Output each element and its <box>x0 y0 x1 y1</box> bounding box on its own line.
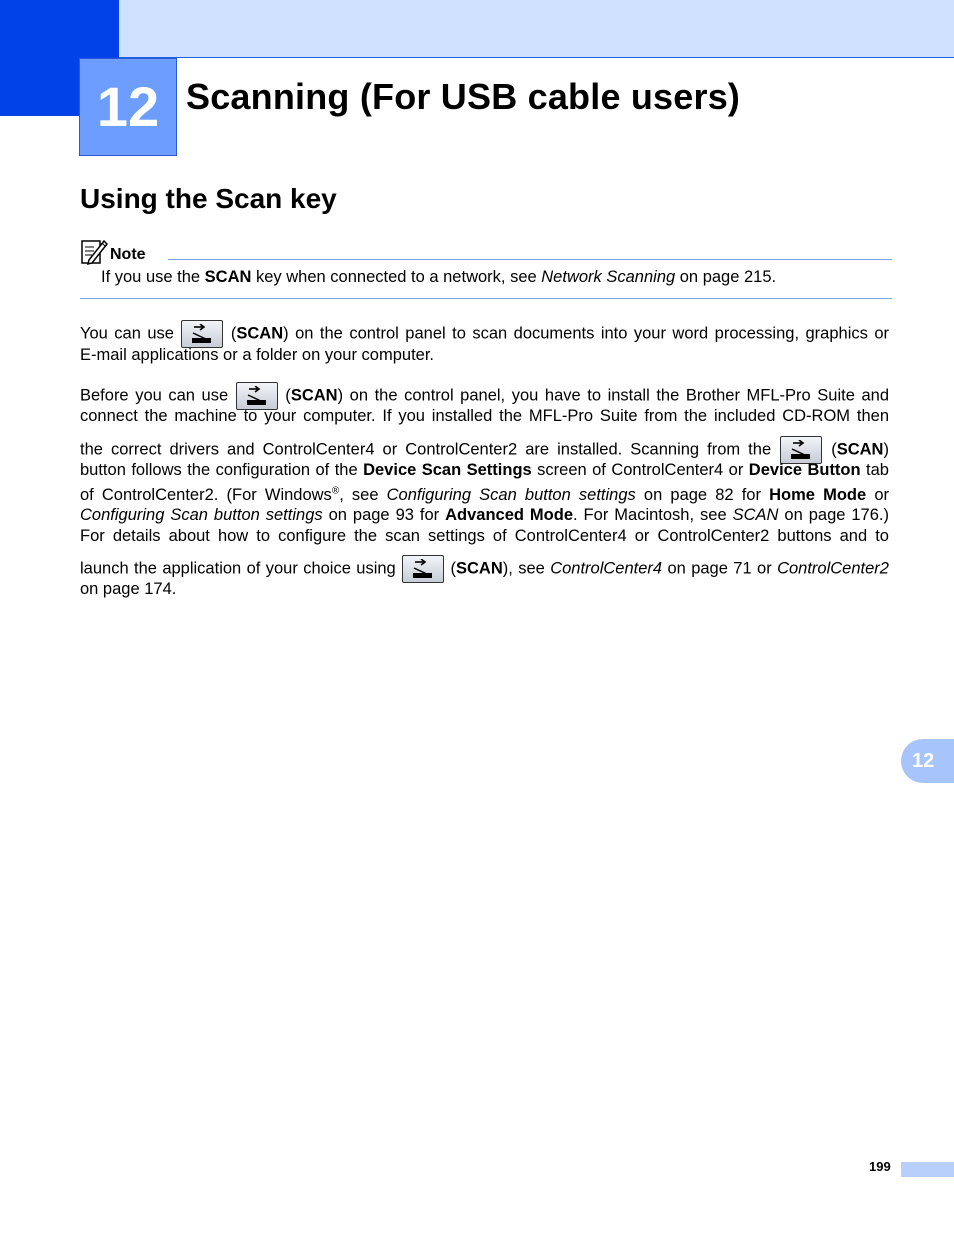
para2-line6: Configuring Scan button settings on page 93 for Advanced Mode. For Macintosh, see SCAN on page 176.) <box>80 506 889 524</box>
note-rule-bottom <box>80 298 892 299</box>
chapter-number-box: 12 <box>79 58 177 156</box>
para2-line7: For details about how to configure the scan settings of ControlCenter4 or ControlCenter2 buttons and to <box>80 527 889 545</box>
para2-line9: on page 174. <box>80 580 177 598</box>
chapter-title: Scanning (For USB cable users) <box>186 76 741 117</box>
para1-line2: E-mail applications or a folder on your computer. <box>80 346 435 364</box>
page-number-bar <box>901 1162 954 1177</box>
note-rule-top <box>168 259 892 260</box>
page-number: 199 <box>869 1159 891 1174</box>
section-title: Using the Scan key <box>80 183 337 214</box>
scan-key-icon <box>181 320 223 348</box>
scan-key-icon <box>402 555 444 583</box>
note-pencil-icon <box>80 238 108 266</box>
para2-line2: connect the machine to your computer. If you installed the MFL-Pro Suite from the included CD-ROM then <box>80 407 889 425</box>
note-label: Note <box>110 246 146 263</box>
para2-line4: button follows the configuration of the Device Scan Settings screen of ControlCenter4 or Device Button tab <box>80 461 889 479</box>
para2-line5: of ControlCenter2. (For Windows®, see Configuring Scan button settings on page 82 for Home Mode or <box>80 485 889 504</box>
para1-line1: You can use (SCAN) on the control panel to scan documents into your word processing, graphics or <box>80 320 889 348</box>
note-text: If you use the SCAN key when connected to a network, see Network Scanning on page 215. <box>101 268 777 286</box>
chapter-side-tab: 12 <box>901 739 954 783</box>
para2-line1: Before you can use (SCAN) on the control panel, you have to install the Brother MFL-Pro Suite and <box>80 382 889 410</box>
para2-line3: the correct drivers and ControlCenter4 or ControlCenter2 are installed. Scanning from the (SCAN) <box>80 436 889 464</box>
header-band <box>0 0 954 58</box>
para2-line8: launch the application of your choice using (SCAN), see ControlCenter4 on page 71 or ControlCenter2 <box>80 555 889 583</box>
